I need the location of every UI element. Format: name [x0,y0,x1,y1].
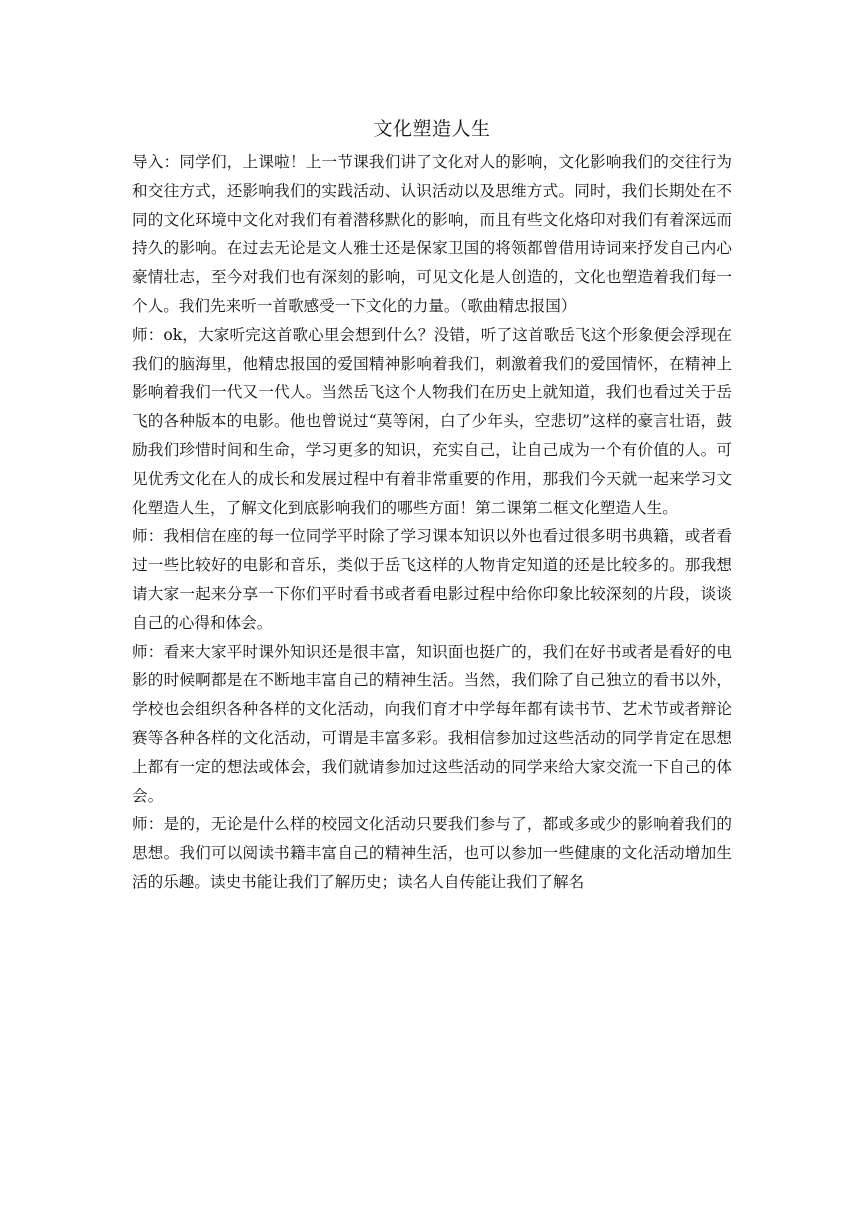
paragraph-teacher-4: 师：是的，无论是什么样的校园文化活动只要我们参与了，都或多或少的影响着我们的思想。我们可以阅读书籍丰富自己的精神生活，也可以参加一些健康的文化活动增加生活的乐趣。读史书能让我们了解历史；读名人自传能让我们了解名 [132,815,732,891]
paragraph-intro: 导入：同学们，上课啦！上一节课我们讲了文化对人的影响，文化影响我们的交往行为和交往方式，还影响我们的实践活动、认识活动以及思维方式。同时，我们长期处在不同的文化环境中文化对我们有着潜移默化的影响，而且有些文化烙印对我们有着深远而持久的影响。在过去无论是文人雅士还是保家卫国的将领都曾借用诗词来抒发自己内心豪情壮志，至今对我们也有深刻的影响，可见文化是人创造的，文化也塑造着我们每一个人。我们先来听一首歌感受一下文化的力量。（歌曲精忠报国） [132,153,732,315]
paragraph-teacher-2: 师：我相信在座的每一位同学平时除了学习课本知识以外也看过很多明书典籍，或者看过一些比较好的电影和音乐，类似于岳飞这样的人物肯定知道的还是比较多的。那我想请大家一起来分享一下你们平时看书或者看电影过程中给你印象比较深刻的片段，谈谈自己的心得和体会。 [132,527,732,632]
paragraph-teacher-1: 师：ok，大家听完这首歌心里会想到什么？没错，听了这首歌岳飞这个形象便会浮现在我们的脑海里，他精忠报国的爱国精神影响着我们，刺激着我们的爱国情怀，在精神上影响着我们一代又一代人。当然岳飞这个人物我们在历史上就知道，我们也看过关于岳飞的各种版本的电影。他也曾说过“莫等闲，白了少年头，空悲切”这样的豪言壮语，鼓励我们珍惜时间和生命，学习更多的知识，充实自己，让自己成为一个有价值的人。可见优秀文化在人的成长和发展过程中有着非常重要的作用，那我们今天就一起来学习文化塑造人生，了解文化到底影响我们的哪些方面！第二课第二框文化塑造人生。 [132,325,732,517]
document-title: 文化塑造人生 [373,118,491,140]
paragraph-teacher-3: 师：看来大家平时课外知识还是很丰富，知识面也挺广的，我们在好书或者是看好的电影的时候啊都是在不断地丰富自己的精神生活。当然，我们除了自己独立的看书以外，学校也会组织各种各样的文化活动，向我们育才中学每年都有读书节、艺术节或者辩论赛等各种各样的文化活动，可谓是丰富多彩。我相信参加过这些活动的同学肯定在思想上都有一定的想法或体会，我们就请参加过这些活动的同学来给大家交流一下自己的体会。 [132,642,732,805]
document-body [132,112,732,897]
